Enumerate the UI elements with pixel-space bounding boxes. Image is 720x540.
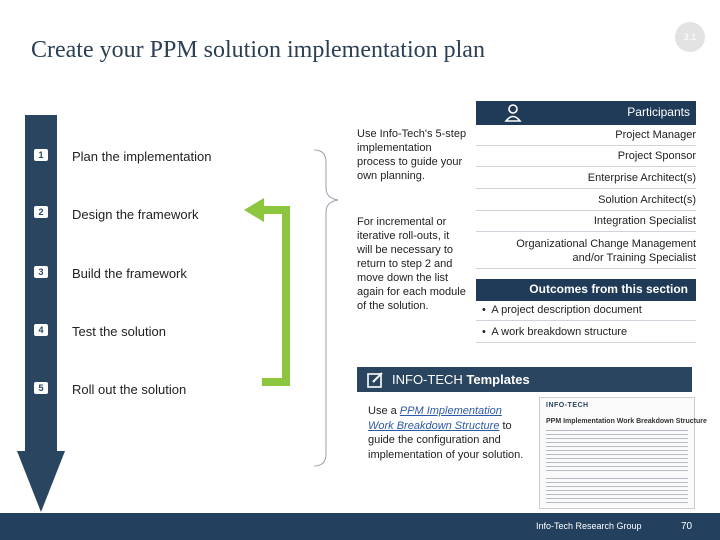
- outcome-item: • A work breakdown structure: [482, 326, 628, 338]
- divider: [476, 268, 696, 269]
- step-label: Build the framework: [72, 266, 187, 281]
- section-badge: 3.1: [675, 22, 705, 52]
- page-title: Create your PPM solution implementation plan: [31, 37, 485, 63]
- arrow-down-icon: [17, 115, 65, 513]
- outcome-item: • A project description document: [482, 304, 642, 316]
- thumbnail-lines: [546, 430, 688, 456]
- step-number: 5: [34, 382, 48, 394]
- divider: [476, 320, 696, 321]
- template-link[interactable]: PPM Implementation Work Breakdown Structure: [368, 405, 502, 432]
- divider: [476, 231, 696, 232]
- template-thumbnail[interactable]: [539, 397, 707, 509]
- step-label: Test the solution: [72, 324, 166, 339]
- participant-item: Solution Architect(s): [598, 194, 696, 206]
- outcomes-header: [476, 279, 696, 301]
- step-number: 2: [34, 206, 48, 218]
- thumbnail-logo: INFO-TECH: [546, 402, 589, 409]
- divider: [476, 145, 696, 146]
- step-label: Design the framework: [72, 207, 199, 222]
- divider: [476, 210, 696, 211]
- note-text: For incremental or iterative roll-outs, it will be necessary to return to step 2 and move down the list again for each module of the solution.: [357, 216, 466, 312]
- footer-bar: [0, 513, 720, 540]
- templates-description: Use a PPM Implementation Work Breakdown Structure to guide the configuration and implementation of your solution.: [368, 405, 524, 461]
- outcomes-title: Outcomes from this section: [529, 282, 688, 296]
- page-number: 70: [681, 521, 693, 532]
- note-text: Use Info-Tech's 5-step implementation process to guide your own planning.: [357, 128, 467, 182]
- participant-item: Project Manager: [615, 129, 696, 141]
- participant-item: Project Sponsor: [617, 150, 696, 162]
- brace-divider: [312, 148, 342, 470]
- step-number: 1: [34, 149, 48, 161]
- templates-prefix: INFO-TECH: [392, 372, 463, 387]
- thumbnail-title: PPM Implementation Work Breakdown Structure: [546, 418, 707, 425]
- participants-title: Participants: [627, 105, 690, 119]
- templates-header: [357, 367, 692, 392]
- step-number: 4: [34, 324, 48, 336]
- thumbnail-lines: [546, 458, 688, 474]
- step-label: Plan the implementation: [72, 149, 212, 164]
- participants-header: [476, 101, 696, 125]
- divider: [476, 166, 696, 167]
- footer-organization: Info-Tech Research Group: [536, 521, 642, 531]
- step-label: Roll out the solution: [72, 382, 187, 397]
- participant-item: Integration Specialist: [593, 215, 696, 227]
- step-number: 3: [34, 266, 48, 278]
- thumbnail-lines: [546, 478, 688, 504]
- divider: [476, 188, 696, 189]
- participant-item: Organizational Change Management and/or Training Specialist: [516, 238, 696, 264]
- edit-icon: [367, 371, 384, 388]
- loop-arrow-icon: [240, 196, 300, 391]
- participant-item: Enterprise Architect(s): [587, 172, 696, 184]
- templates-title: Templates: [466, 372, 530, 387]
- divider: [476, 342, 696, 343]
- person-icon: [505, 104, 521, 122]
